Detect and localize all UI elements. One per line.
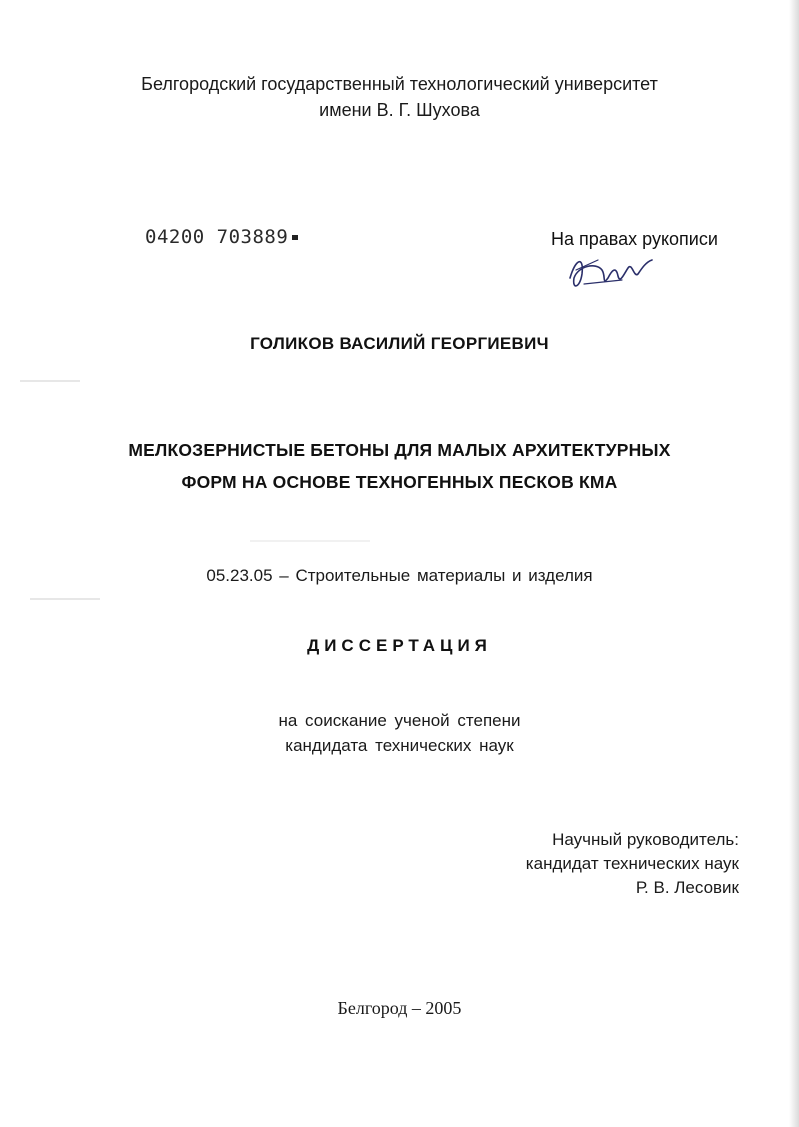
document-type: ДИССЕРТАЦИЯ bbox=[307, 636, 492, 655]
institution-name: Белгородский государственный технологический университет bbox=[141, 74, 658, 94]
specialty-code: 05.23.05 – Строительные материалы и изделия bbox=[206, 566, 593, 585]
scan-noise bbox=[20, 380, 80, 382]
city-and-year: Белгород – 2005 bbox=[337, 998, 462, 1018]
degree-purpose: на соискание ученой степени bbox=[278, 711, 521, 730]
scientific-supervisor bbox=[526, 828, 739, 900]
inventory-number bbox=[145, 226, 298, 248]
dissertation-title-line-2: ФОРМ НА ОСНОВЕ ТЕХНОГЕННЫХ ПЕСКОВ КМА bbox=[181, 472, 618, 492]
manuscript-rights: На правах рукописи bbox=[551, 229, 718, 249]
dissertation-title-line-1: МЕЛКОЗЕРНИСТЫЕ БЕТОНЫ ДЛЯ МАЛЫХ АРХИТЕКТУРНЫХ bbox=[128, 440, 671, 460]
inventory-number-text: 04200 703889 bbox=[145, 226, 289, 248]
handwritten-signature bbox=[562, 248, 658, 296]
author-name: ГОЛИКОВ ВАСИЛИЙ ГЕОРГИЕВИЧ bbox=[250, 334, 549, 353]
supervisor-rank: кандидат технических наук bbox=[525, 854, 739, 873]
scan-noise bbox=[30, 598, 100, 600]
scan-edge-shadow bbox=[789, 0, 799, 1127]
institution-dedication: имени В. Г. Шухова bbox=[319, 100, 480, 120]
supervisor-name: Р. В. Лесовик bbox=[635, 878, 739, 897]
supervisor-label: Научный руководитель: bbox=[552, 830, 739, 849]
scan-noise bbox=[250, 540, 370, 542]
inventory-mark bbox=[292, 235, 298, 240]
degree-field: кандидата технических наук bbox=[285, 736, 514, 755]
